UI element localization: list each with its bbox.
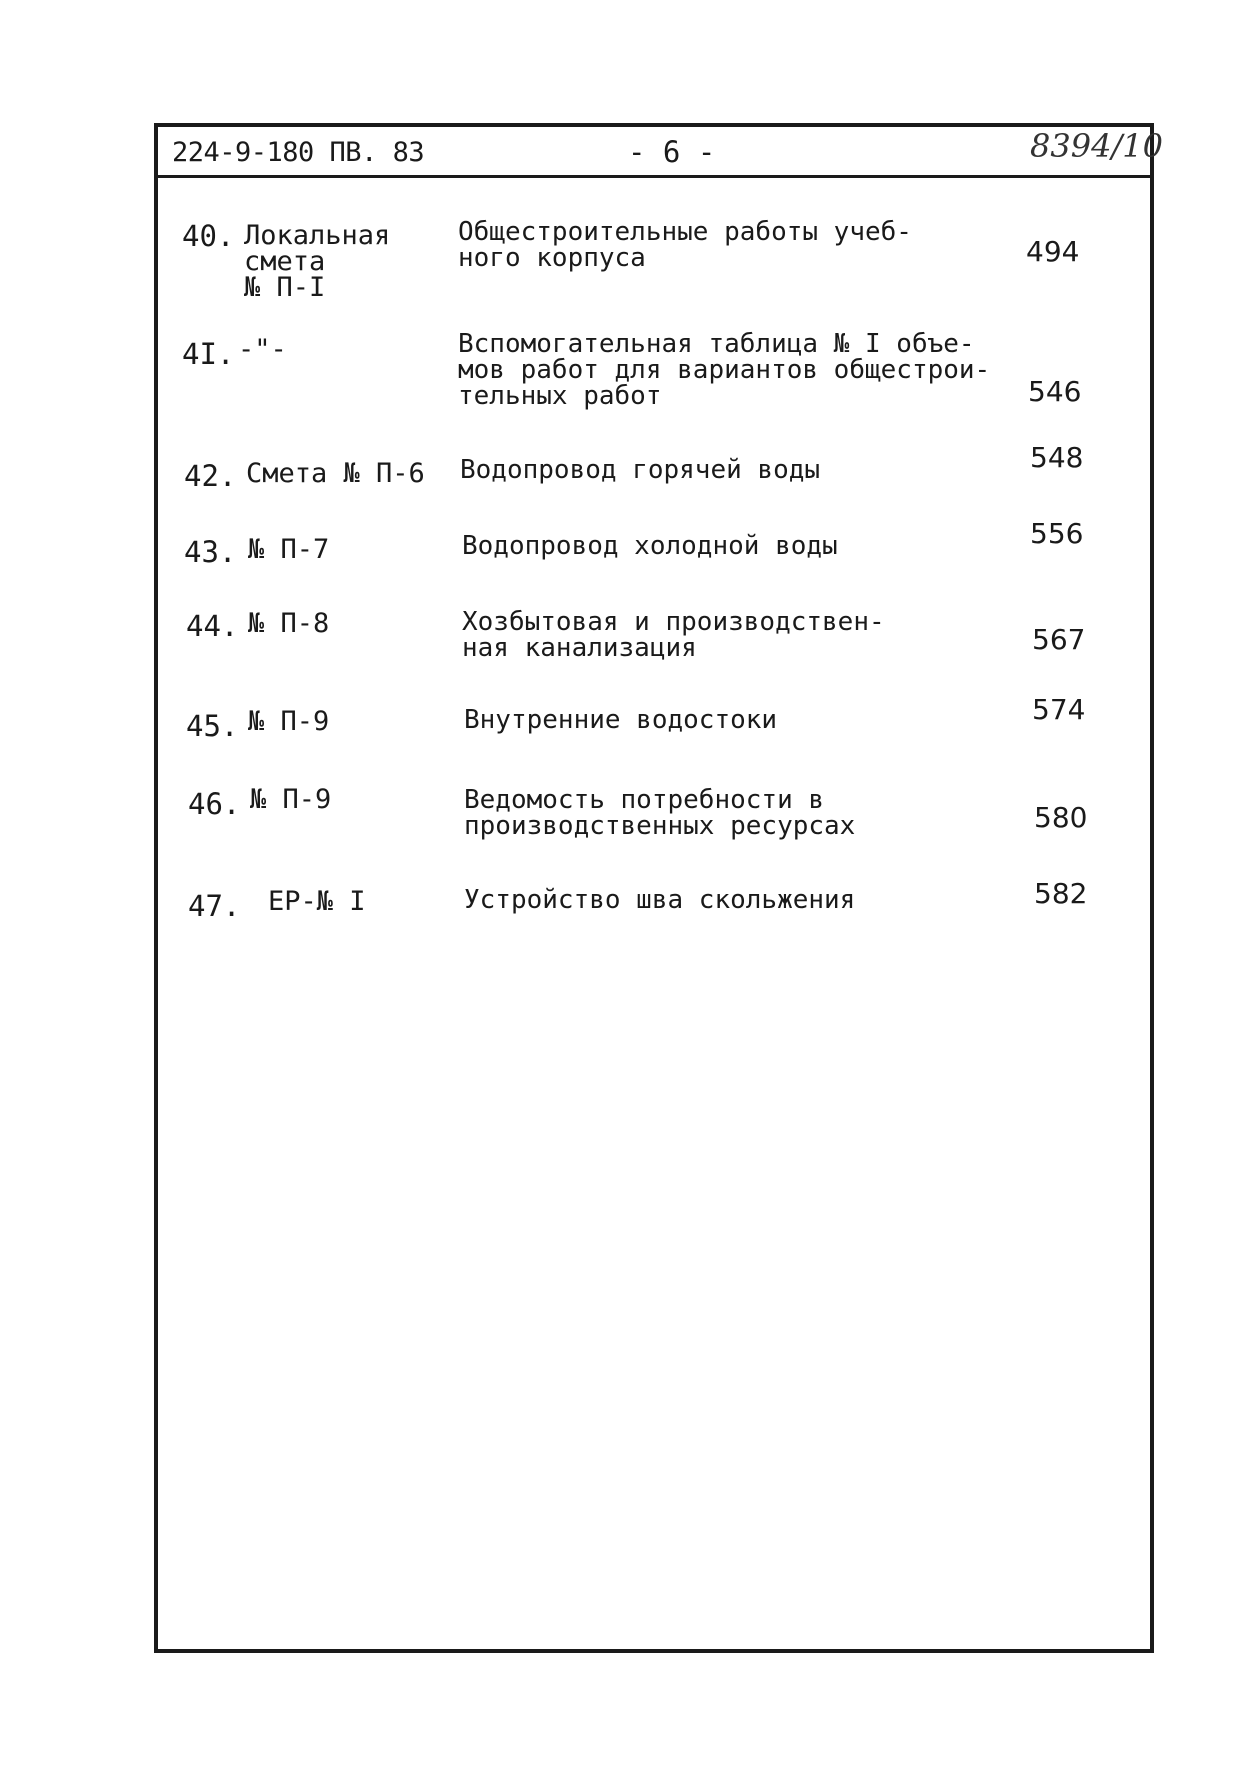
inventory-number: 8394/10 [1030, 127, 1163, 165]
entry-title: Устройство шва скольжения [464, 885, 856, 915]
entry-title: Внутренние водостоки [464, 705, 778, 735]
page-number: - 6 - [628, 135, 716, 169]
entry-page: 548 [1030, 441, 1084, 474]
entry-number: 44. [186, 609, 239, 643]
entry-title: Хозбытовая и производствен- ная канализация [462, 607, 885, 663]
entry-title: Водопровод холодной воды [462, 531, 838, 561]
entry-reference: № П-8 [248, 608, 330, 639]
document-sheet [154, 123, 1163, 1653]
entry-number: 47. [188, 889, 241, 923]
entry-number: 40. [182, 219, 235, 253]
entry-title: Ведомость потребности в производственных ресурсах [464, 785, 856, 841]
entry-reference: № П-7 [248, 534, 330, 565]
entry-page: 567 [1032, 623, 1086, 656]
entry-number: 45. [186, 709, 239, 743]
entry-number: 42. [184, 459, 237, 493]
entry-title: Вспомогательная таблица № I объе- мов работ для вариантов общестрои- тельных работ [458, 329, 991, 411]
entry-page: 580 [1034, 801, 1088, 834]
document-code: 224-9-180 ПВ. 83 [172, 137, 425, 168]
entry-reference: ЕР-№ I [268, 886, 366, 917]
entry-reference: № П-9 [250, 784, 332, 815]
entry-page: 546 [1028, 375, 1082, 408]
entry-page: 574 [1032, 693, 1086, 726]
entry-reference: -"- [238, 334, 287, 365]
entry-page: 582 [1034, 877, 1088, 910]
entry-title: Водопровод горячей воды [460, 455, 821, 485]
entry-number: 46. [188, 787, 241, 821]
entry-number: 43. [184, 535, 237, 569]
entry-reference: Смета № П-6 [246, 458, 425, 489]
header-bar [158, 127, 1163, 178]
entry-page: 556 [1030, 517, 1084, 550]
entry-reference: № П-9 [248, 706, 330, 737]
entry-reference: Локальная смета № П-I [244, 220, 391, 303]
entry-number: 4I. [182, 337, 235, 371]
entry-title: Общестроительные работы учеб- ного корпуса [458, 217, 912, 273]
entry-page: 494 [1026, 235, 1080, 268]
